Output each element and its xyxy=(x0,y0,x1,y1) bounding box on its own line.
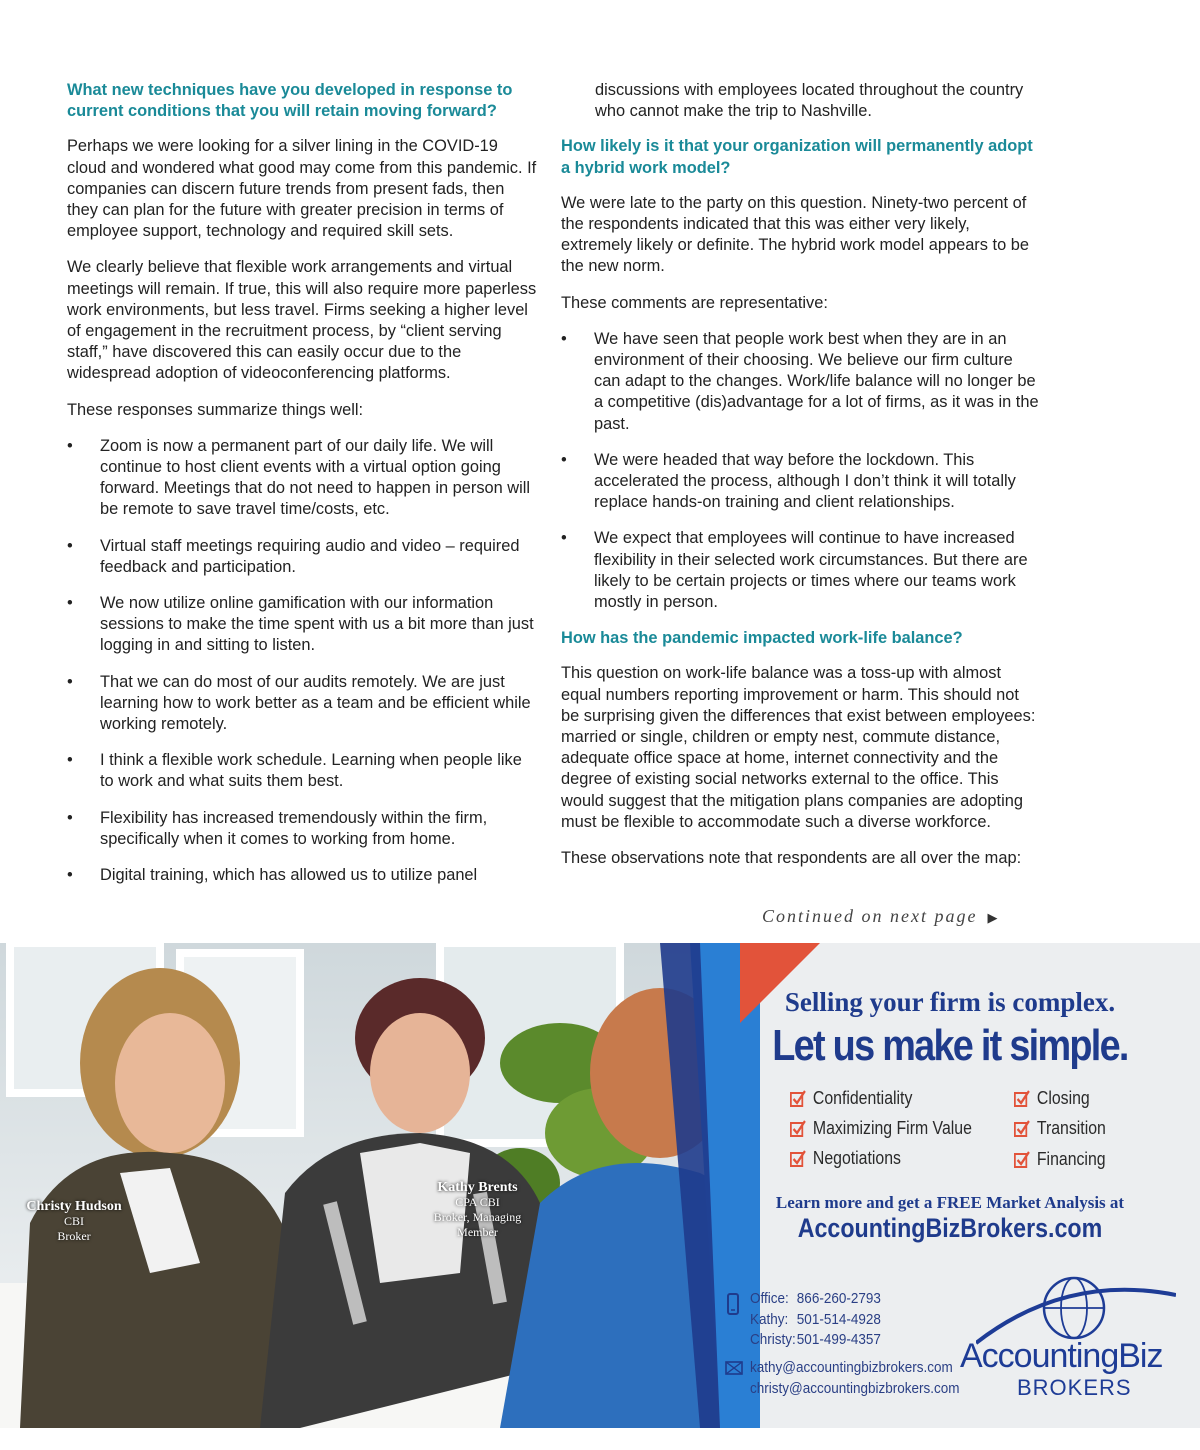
paragraph: Perhaps we were looking for a silver lining in the COVID-19 cloud and wondered what good may come from this pandemic. If companies can discern future trends from present fads, then they can plan for the future with greater precision in terms of employee support, technology and required skill sets. xyxy=(67,137,537,241)
person-title: CPA CBI xyxy=(455,1195,500,1209)
continued-bullet-text: discussions with employees located throughout the country who cannot make the trip to Nashville. xyxy=(595,81,1024,121)
feature-label: Transition xyxy=(1036,1118,1106,1138)
person-caption-christy xyxy=(18,1199,130,1244)
person-name: Christy Hudson xyxy=(26,1199,122,1214)
list-item: • That we can do most of our audits remotely. We are just learning how to work better as a team and be efficient while working remotely. xyxy=(67,672,537,736)
ad-copy xyxy=(720,943,1200,1428)
person-role: Broker xyxy=(57,1229,91,1243)
person-caption-kathy xyxy=(420,1180,535,1240)
phone-contacts xyxy=(750,1289,881,1351)
logo-wordmark: AccountingBiz xyxy=(960,1337,1163,1375)
list-item: • Zoom is now a permanent part of our daily life. We will continue to host client events with a virtual option going forward. Meetings that do not need to happen in person will be remote to save travel time/costs, etc. xyxy=(67,436,537,521)
list-item: • Digital training, which has allowed us to utilize panel xyxy=(67,865,537,886)
ad-headline: Let us make it simple. xyxy=(772,1021,1128,1070)
contact-row xyxy=(750,1289,881,1310)
ad-tagline: Selling your firm is complex. xyxy=(784,987,1116,1017)
contact-row xyxy=(750,1310,881,1331)
feature-label: Confidentiality xyxy=(812,1088,913,1108)
list-item: • We now utilize online gamification with our information sessions to make the time spent with us a bit more than just logging in and sitting to listen. xyxy=(67,593,537,657)
advertisement xyxy=(0,943,1200,1428)
contact-label: Christy: xyxy=(750,1331,796,1348)
feature-label: Negotiations xyxy=(812,1148,901,1168)
feature-item xyxy=(1014,1149,1106,1170)
section-heading: How likely is it that your organization will permanently adopt a hybrid work model? xyxy=(561,137,1033,177)
person-title: CBI xyxy=(63,1214,84,1228)
feature-label: Maximizing Firm Value xyxy=(812,1118,972,1138)
list-item: • I think a flexible work schedule. Learning when people like to work and what suits them best. xyxy=(67,750,537,792)
paragraph: These comments are representative: xyxy=(561,293,828,312)
email-contacts xyxy=(750,1358,960,1399)
left-column xyxy=(67,80,537,901)
office-meeting-photo xyxy=(0,943,760,1428)
paragraph: This question on work-life balance was a toss-up with almost equal numbers reporting improvement or harm. This should not be surprising given the differences that exist between employees: married or single, children or empty nest, commute distance, adequate office space at home, internet connectivity and the degree of existing social networks external to the office. This would suggest that the mitigation plans companies are adopting must be flexible to accommodate such a diverse workforce. xyxy=(561,664,1036,831)
list-item: • We have seen that people work best when they are in an environment of their choosing. We believe our firm culture can adapt to the changes. Work/life balance will no longer be a competitive (dis)advantage for a lot of firms, as it was in the past. xyxy=(561,329,1039,435)
paragraph: These responses summarize things well: xyxy=(67,400,364,419)
list-item: • We expect that employees will continue to have increased flexibility in their selected work circumstances. But there are likely to be certain projects or times where our teams work mostly in person. xyxy=(561,528,1039,613)
phone-icon xyxy=(726,1293,740,1315)
contact-phone[interactable]: 866-260-2793 xyxy=(796,1290,881,1307)
checkbox-checked-icon xyxy=(790,1120,806,1138)
feature-item xyxy=(1014,1088,1090,1109)
section-heading: What new techniques have you developed in response to current conditions that you will retain moving forward? xyxy=(67,81,513,121)
feature-label: Closing xyxy=(1036,1088,1090,1108)
list-item: • Virtual staff meetings requiring audio and video – required feedback and participation. xyxy=(67,536,537,578)
person-role: Broker, Managing xyxy=(433,1210,522,1224)
website-link[interactable]: AccountingBizBrokers.com xyxy=(797,1213,1103,1243)
person-role: Member xyxy=(457,1225,498,1239)
checkbox-checked-icon xyxy=(790,1090,806,1108)
list-item: • We were headed that way before the lockdown. This accelerated the process, although I don’t think it will totally replace hands-on training and client relationships. xyxy=(561,450,1039,514)
checkbox-checked-icon xyxy=(790,1150,806,1168)
list-item: • Flexibility has increased tremendously within the firm, specifically when it comes to working from home. xyxy=(67,808,537,850)
paragraph: We were late to the party on this question. Ninety-two percent of the respondents indicated that this was either very likely, extremely likely or definite. The hybrid work model appears to be the new norm. xyxy=(561,193,1029,276)
paragraph: These observations note that respondents are all over the map: xyxy=(561,849,1022,868)
mail-icon xyxy=(725,1361,743,1375)
person-name: Kathy Brents xyxy=(437,1180,518,1195)
play-arrow-icon: ▶ xyxy=(987,910,1000,925)
contact-phone[interactable]: 501-499-4357 xyxy=(796,1331,881,1348)
contact-row xyxy=(750,1330,881,1351)
comment-list xyxy=(561,329,1039,613)
feature-item xyxy=(1014,1118,1106,1139)
right-column xyxy=(561,80,1039,884)
continued-link[interactable] xyxy=(762,906,999,927)
paragraph: We clearly believe that flexible work arrangements and virtual meetings will remain. If true, this will also require more paperless work environments, but less travel. Firms seeking a higher level of engagement in the recruitment process, by “client serving staff,” have discovered this can easily occur due to the widespread adoption of videoconferencing platforms. xyxy=(67,258,537,383)
email-link[interactable]: kathy@accountingbizbrokers.com xyxy=(750,1359,953,1376)
contact-label: Office: xyxy=(750,1290,789,1307)
section-heading: How has the pandemic impacted work-life balance? xyxy=(561,629,963,648)
feature-item xyxy=(790,1148,901,1169)
checkbox-checked-icon xyxy=(1014,1120,1030,1138)
feature-item xyxy=(790,1118,972,1139)
contact-label: Kathy: xyxy=(750,1310,789,1328)
cta-text: Learn more and get a FREE Market Analysis at xyxy=(775,1193,1125,1212)
continued-text: Continued on next page xyxy=(762,906,978,926)
contact-phone[interactable]: 501-514-4928 xyxy=(796,1310,881,1328)
logo-subtitle: BROKERS xyxy=(1017,1375,1132,1400)
checkbox-checked-icon xyxy=(1014,1151,1030,1169)
email-link[interactable]: christy@accountingbizbrokers.com xyxy=(750,1379,960,1397)
feature-label: Financing xyxy=(1036,1149,1106,1169)
checkbox-checked-icon xyxy=(1014,1090,1030,1108)
response-list xyxy=(67,436,537,886)
feature-item xyxy=(790,1088,912,1109)
